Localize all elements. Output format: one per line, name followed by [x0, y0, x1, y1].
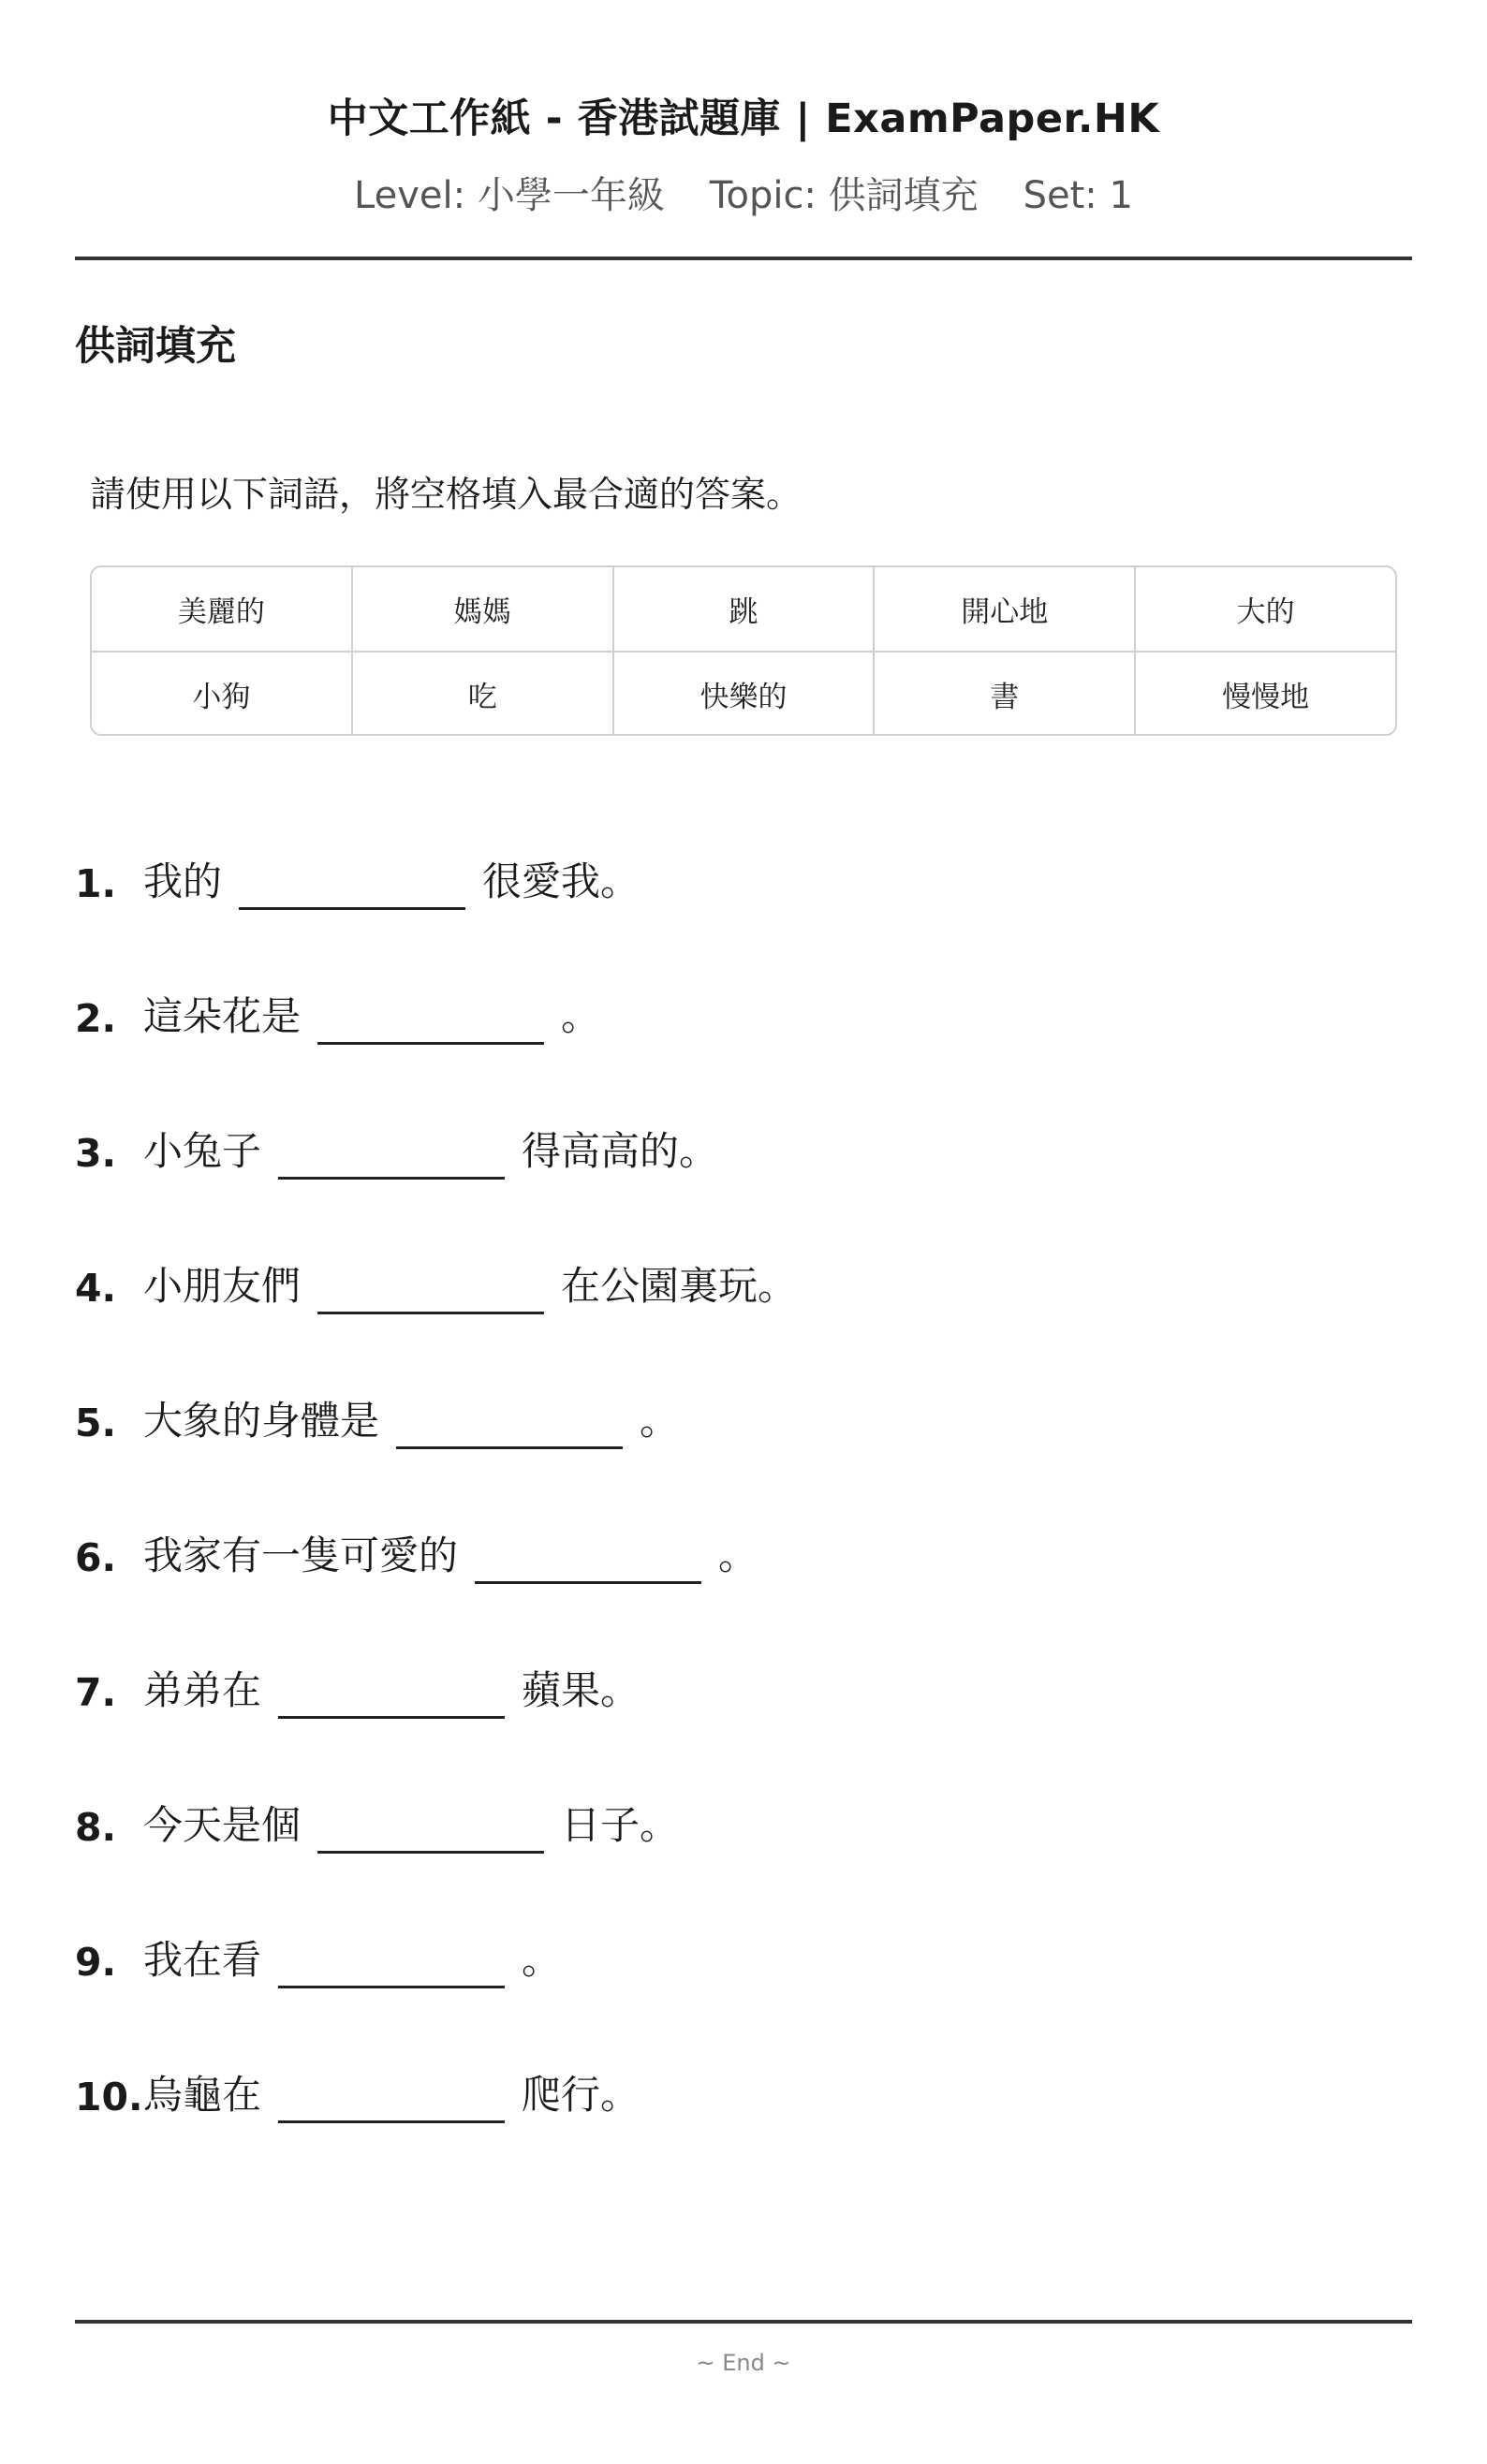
answer-blank[interactable] [317, 1795, 544, 1854]
question-number: 8. [75, 1805, 117, 1850]
word-bank-cell: 慢慢地 [1134, 653, 1395, 736]
question-text-after: 爬行。 [522, 2072, 640, 2118]
answer-blank[interactable] [278, 1929, 505, 1988]
word-bank-cell: 小狗 [192, 681, 251, 714]
word-bank-row [92, 567, 1395, 651]
question-text-before: 弟弟在 [143, 1667, 262, 1713]
question-text-before: 小朋友們 [143, 1263, 302, 1309]
instruction-text: 請使用以下詞語，將空格填入最合適的答案。 [90, 474, 802, 515]
footer-divider [75, 2320, 1412, 2324]
question-item [75, 970, 1412, 1045]
question-text-before: 小兔子 [143, 1128, 262, 1174]
word-bank-cell: 書 [873, 653, 1134, 736]
question-number: 4. [75, 1266, 117, 1311]
set-label: Set: 1 [1023, 174, 1133, 217]
question-number: 1. [75, 861, 117, 906]
word-bank-cell: 吃 [351, 653, 612, 736]
word-bank-cell: 開心地 [873, 567, 1134, 651]
question-number: 7. [75, 1670, 117, 1715]
question-text-after: 很愛我。 [482, 858, 640, 904]
word-bank-cell: 媽媽 [351, 567, 612, 651]
question-text-after: 蘋果。 [522, 1667, 640, 1713]
question-text-before: 今天是個 [143, 1802, 302, 1848]
question-text-before: 我家有一隻可愛的 [143, 1533, 459, 1578]
question-item [75, 2048, 1412, 2123]
answer-blank[interactable] [317, 1255, 544, 1314]
question-number: 10. [75, 2075, 143, 2119]
question-number: 6. [75, 1535, 117, 1580]
worksheet-page [75, 0, 1412, 2464]
header-divider [75, 257, 1412, 260]
question-text-before: 這朵花是 [143, 993, 302, 1039]
question-text-before: 大象的身體是 [143, 1398, 380, 1444]
word-bank-row [92, 651, 1395, 736]
question-text-after: 。 [561, 993, 601, 1039]
answer-blank[interactable] [317, 986, 544, 1045]
answer-blank[interactable] [278, 1660, 505, 1719]
answer-blank[interactable] [239, 851, 465, 910]
question-text-after: 。 [718, 1533, 758, 1578]
question-number: 5. [75, 1401, 117, 1445]
word-bank-cell: 跳 [612, 567, 874, 651]
word-bank-table [90, 565, 1397, 736]
question-number: 3. [75, 1131, 117, 1176]
question-item [75, 1509, 1412, 1584]
question-text-after: 得高高的。 [522, 1128, 719, 1174]
question-text-before: 烏龜在 [143, 2072, 262, 2118]
worksheet-header [75, 89, 1412, 222]
question-number: 2. [75, 996, 117, 1041]
question-item [75, 835, 1412, 910]
question-text-after: 。 [640, 1398, 680, 1444]
worksheet-meta [75, 169, 1412, 222]
word-bank-cell: 大的 [1134, 567, 1395, 651]
question-item [75, 1914, 1412, 1988]
question-item [75, 1105, 1412, 1180]
question-text-after: 。 [522, 1937, 562, 1983]
topic-label: Topic: 供詞填充 [709, 174, 979, 217]
question-item [75, 1374, 1412, 1449]
question-item [75, 1644, 1412, 1719]
section-title: 供詞填充 [75, 323, 236, 370]
word-bank-cell: 美麗的 [177, 595, 265, 629]
word-bank-cell: 快樂的 [612, 653, 874, 736]
question-number: 9. [75, 1940, 117, 1985]
question-item [75, 1239, 1412, 1314]
question-item [75, 1779, 1412, 1854]
answer-blank[interactable] [278, 1121, 505, 1180]
question-text-after: 在公園裏玩。 [561, 1263, 798, 1309]
answer-blank[interactable] [396, 1390, 623, 1449]
answer-blank[interactable] [278, 2064, 505, 2123]
question-text-before: 我在看 [143, 1937, 262, 1983]
end-marker: ~ End ~ [696, 2350, 791, 2376]
level-label: Level: 小學一年級 [354, 174, 665, 217]
question-text-before: 我的 [143, 858, 223, 904]
worksheet-title: 中文工作紙 - 香港試題庫 | ExamPaper.HK [327, 95, 1160, 142]
question-text-after: 日子。 [561, 1802, 680, 1848]
answer-blank[interactable] [475, 1525, 701, 1584]
